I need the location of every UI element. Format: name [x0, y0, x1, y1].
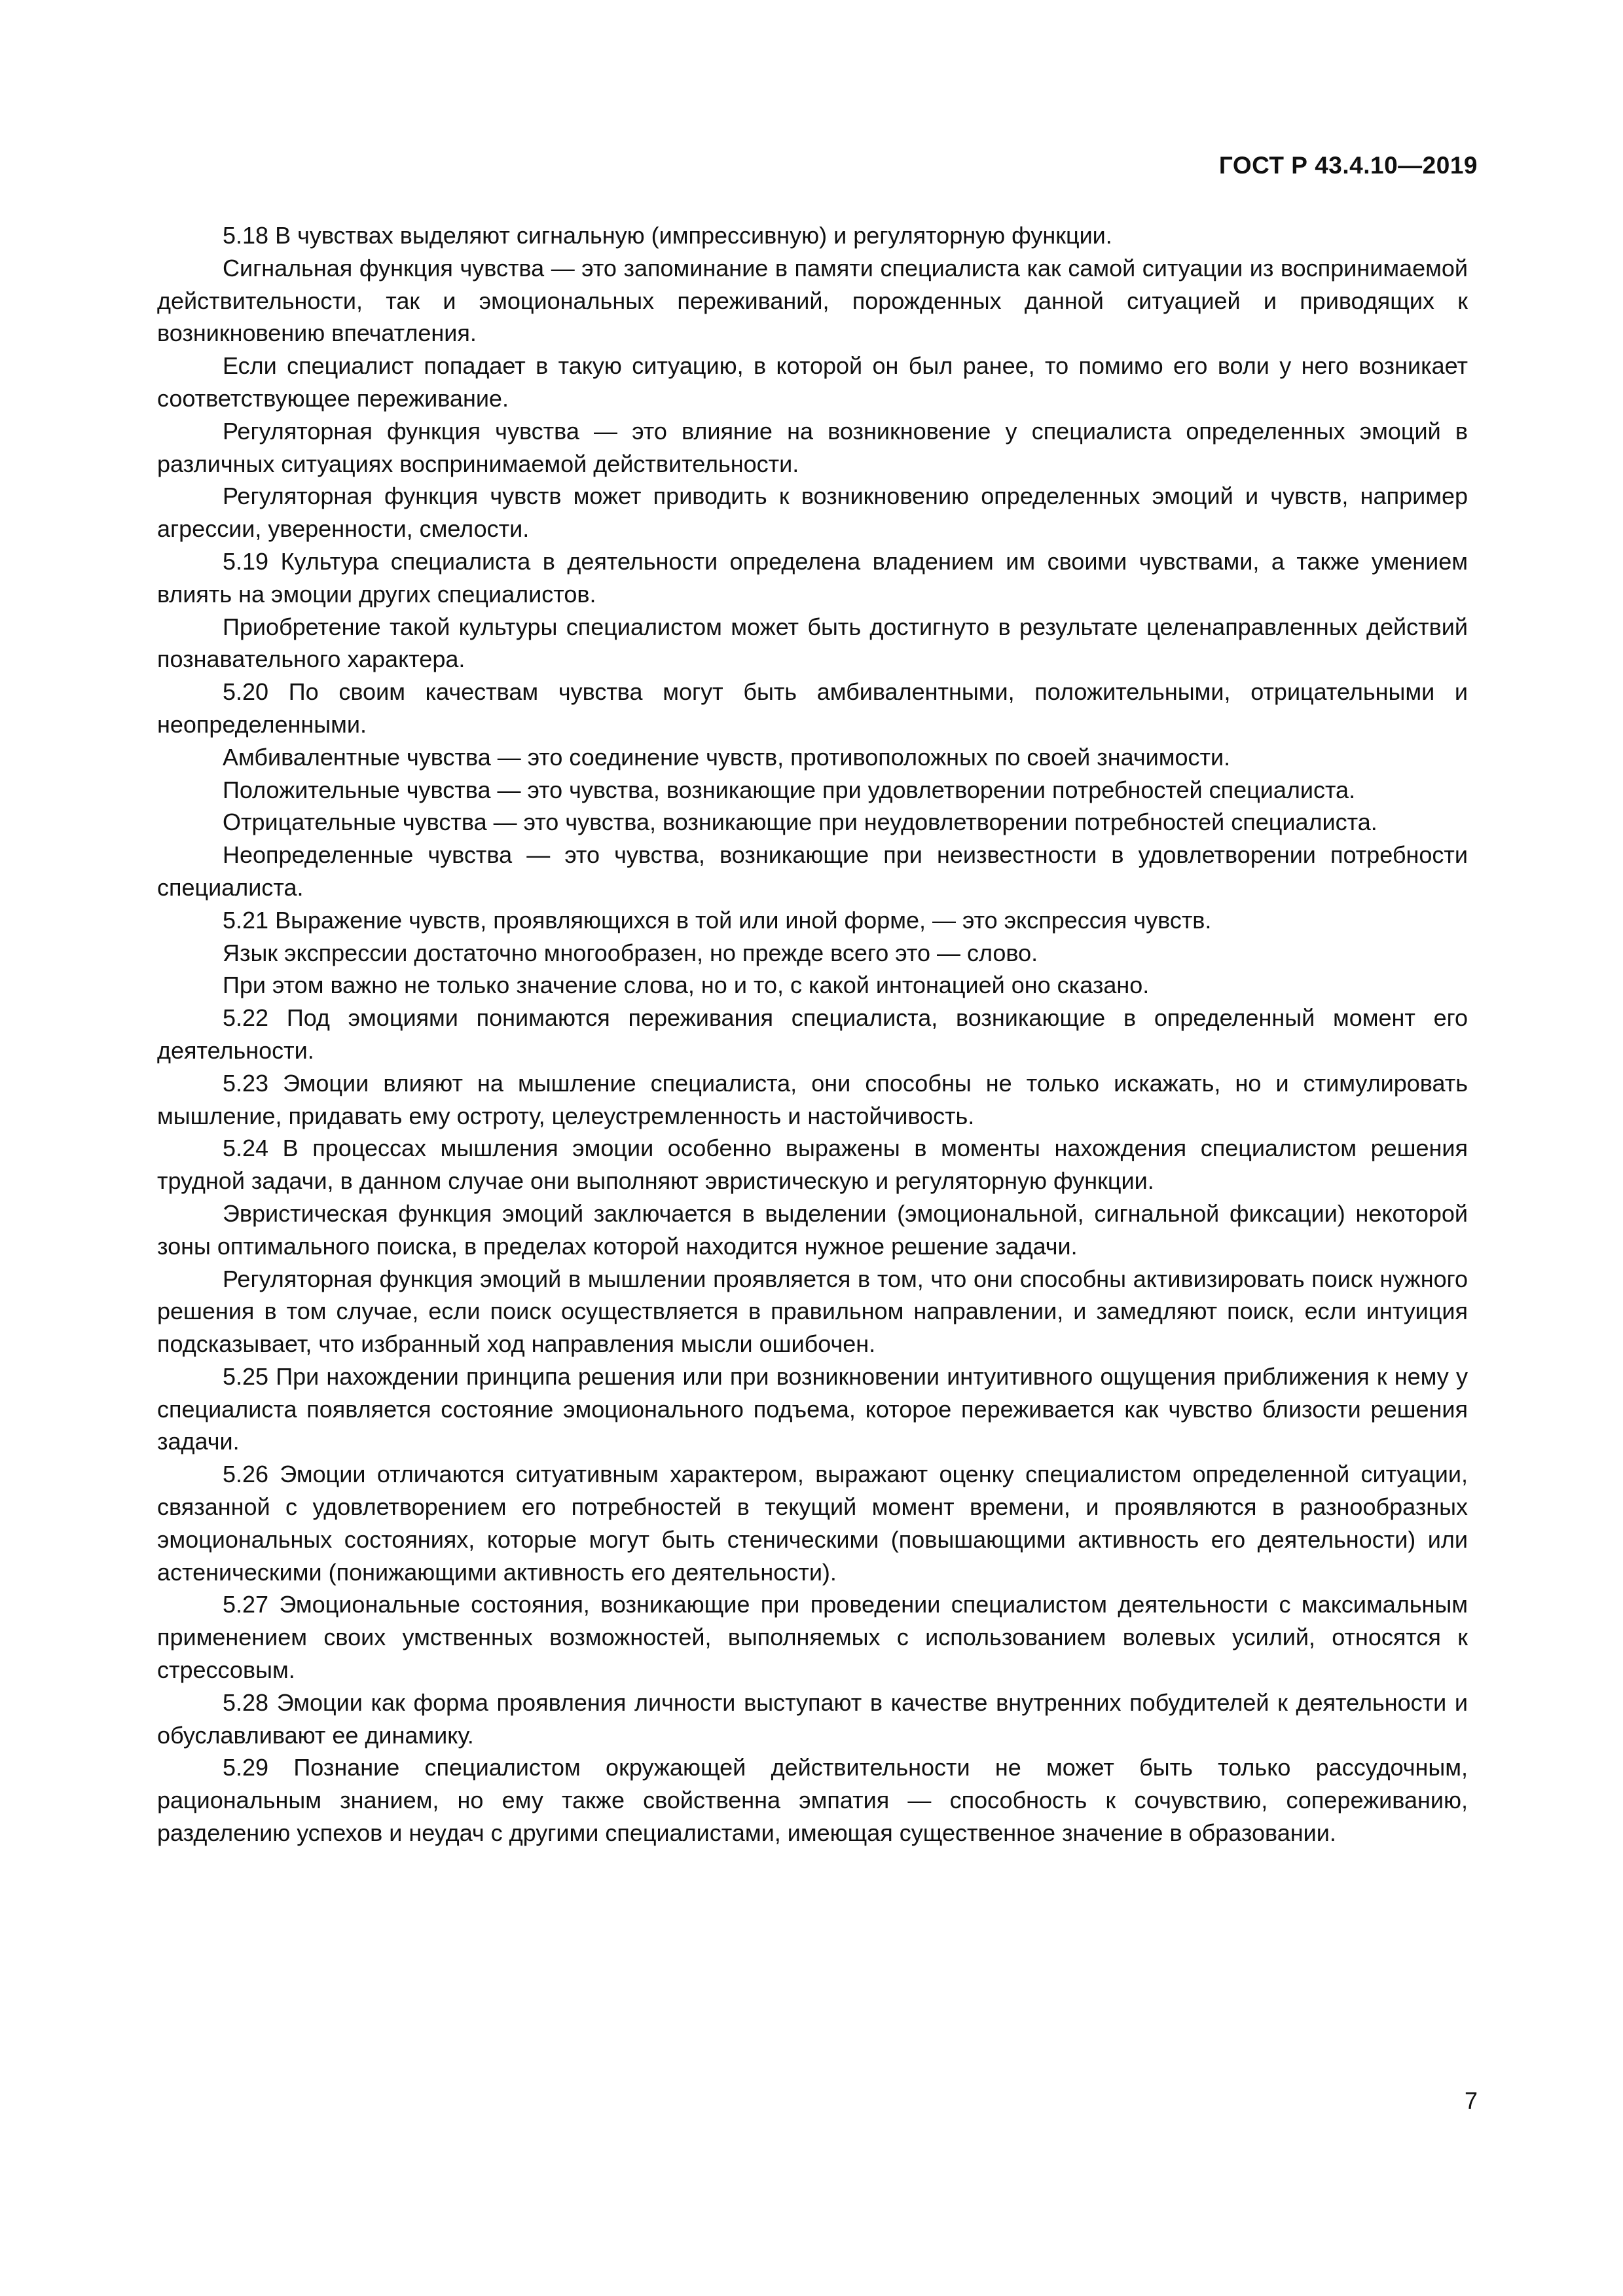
- paragraph-5-22: 5.22 Под эмоциями понимаются переживания специалиста, возникающие в определенный момент его деятельности.: [157, 1004, 1468, 1064]
- paragraph-5-19: 5.19 Культура специалиста в деятельности определена владением им своими чувствами, а также умением влиять на эмоции других специалистов.: [157, 547, 1468, 608]
- paragraph: Неопределенные чувства — это чувства, возникающие при неизвестности в удовлетворении потребности специалиста.: [157, 841, 1468, 901]
- paragraph: Эвристическая функция эмоций заключается в выделении (эмоциональной, сигнальной фиксации) некоторой зоны оптимального поиска, в пределах которой находится нужное решение задачи.: [157, 1199, 1468, 1260]
- document-body: [157, 219, 1468, 1850]
- paragraph: Регуляторная функция чувств может приводить к возникновению определенных эмоций и чувств, например агрессии, уверенности, смелости.: [157, 483, 1468, 543]
- paragraph: Амбивалентные чувства — это соединение чувств, противоположных по своей значимости.: [223, 743, 1231, 771]
- paragraph-5-23: 5.23 Эмоции влияют на мышление специалиста, они способны не только искажать, но и стимулировать мышление, придавать ему остроту, целеустремленность и настойчивость.: [157, 1069, 1468, 1129]
- paragraph: Приобретение такой культуры специалистом может быть достигнуто в результате целенаправленных действий познавательного характера.: [157, 613, 1468, 673]
- paragraph-5-27: 5.27 Эмоциональные состояния, возникающие при проведении специалистом деятельности с максимальным применением своих умственных возможностей, выполняемых с использованием волевых усилий, относятся к стрессовым.: [157, 1591, 1468, 1684]
- paragraph-5-20: 5.20 По своим качествам чувства могут быть амбивалентными, положительными, отрицательными и неопределенными.: [157, 678, 1468, 738]
- paragraph-5-24: 5.24 В процессах мышления эмоции особенно выражены в моменты нахождения специалистом решения трудной задачи, в данном случае они выполняют эвристическую и регуляторную функции.: [157, 1135, 1468, 1195]
- document-code-header: ГОСТ Р 43.4.10—2019: [1218, 152, 1478, 179]
- paragraph: Сигнальная функция чувства — это запоминание в памяти специалиста как самой ситуации из воспринимаемой действительности, так и эмоциональных переживаний, порожденных данной ситуацией и приводящих к возникновению впечатления.: [157, 254, 1468, 347]
- paragraph-5-29: 5.29 Познание специалистом окружающей действительности не может быть только рассудочным, рациональным знанием, но ему также свойственна эмпатия — способность к сочувствию, сопереживанию, разделению успехов и неудач с другими специалистами, имеющая существенное значение в образовании.: [157, 1754, 1468, 1847]
- paragraph-5-21: 5.21 Выражение чувств, проявляющихся в той или иной форме, — это экспрессия чувств.: [223, 906, 1212, 934]
- paragraph: Язык экспрессии достаточно многообразен, но прежде всего это — слово.: [223, 939, 1038, 966]
- paragraph: Регуляторная функция эмоций в мышлении проявляется в том, что они способны активизировать поиск нужного решения в том случае, если поиск осуществляется в правильном направлении, и замедляют поиск, если интуиция подсказывает, что избранный ход направления мысли ошибочен.: [157, 1265, 1468, 1358]
- paragraph: Отрицательные чувства — это чувства, возникающие при неудовлетворении потребностей специалиста.: [223, 809, 1377, 836]
- paragraph: Положительные чувства — это чувства, возникающие при удовлетворении потребностей специалиста.: [223, 776, 1356, 803]
- paragraph-5-18: 5.18 В чувствах выделяют сигнальную (импрессивную) и регуляторную функции.: [223, 222, 1112, 249]
- paragraph-5-26: 5.26 Эмоции отличаются ситуативным характером, выражают оценку специалистом определенной ситуации, связанной с удовлетворением его потребностей в текущий момент времени, и проявляются в разнообразных эмоциональных состояниях, которые могут быть стеническими (повышающими активность его деятельности) или астеническими (понижающими активность его деятельности).: [157, 1461, 1468, 1586]
- paragraph: Регуляторная функция чувства — это влияние на возникновение у специалиста определенных эмоций в различных ситуациях воспринимаемой действительности.: [157, 417, 1468, 477]
- paragraph: При этом важно не только значение слова, но и то, с какой интонацией оно сказано.: [223, 972, 1150, 999]
- page-number: 7: [1464, 2087, 1478, 2114]
- paragraph-5-25: 5.25 При нахождении принципа решения или при возникновении интуитивного ощущения приближения к нему у специалиста появляется состояние эмоционального подъема, которое переживается как чувство близости решения задачи.: [157, 1362, 1468, 1455]
- paragraph-5-28: 5.28 Эмоции как форма проявления личности выступают в качестве внутренних побудителей к деятельности и обуславливают ее динамику.: [157, 1688, 1468, 1749]
- paragraph: Если специалист попадает в такую ситуацию, в которой он был ранее, то помимо его воли у него возникает соответствующее переживание.: [157, 352, 1468, 412]
